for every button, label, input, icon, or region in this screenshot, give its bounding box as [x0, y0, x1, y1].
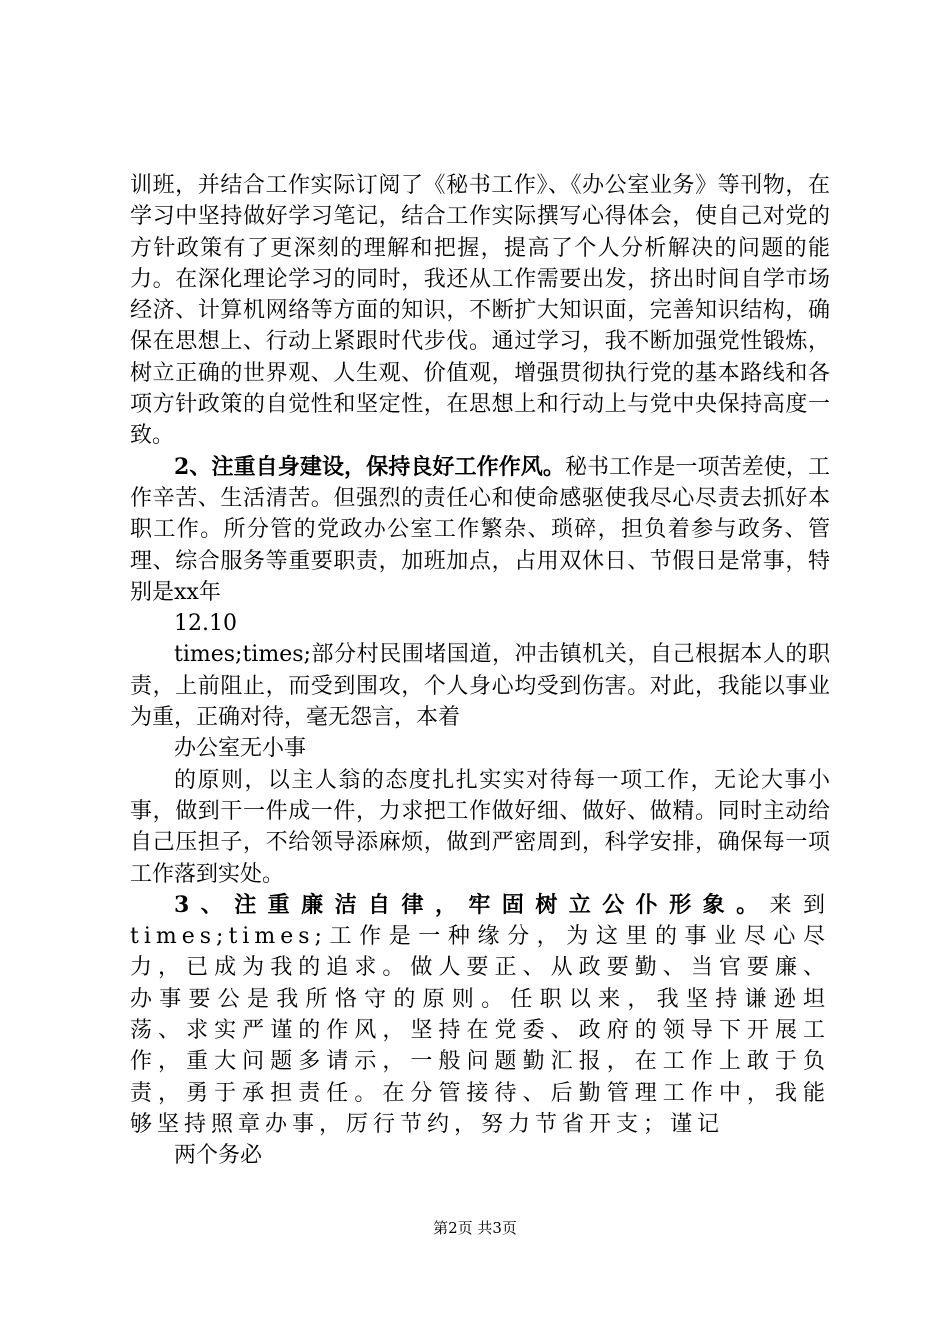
paragraph-final-fragment — [130, 1140, 830, 1171]
paragraph-incident — [130, 639, 830, 733]
paragraph-study — [130, 170, 830, 452]
paragraph-date-fragment — [130, 608, 830, 639]
paragraph-text: 秘书工作是一项苦差使，工作辛苦、生活清苦。但强烈的责任心和使命感驱使我尽心尽责去抓好本职工作。所分管的党政办公室工作繁杂、琐碎，担负着参与政务、管理、综合服务等重要职责，加班加点，占用双休日、节假日是常事，特别是xx年 — [130, 454, 830, 605]
page-number-label: 第2页 共3页 — [433, 1219, 517, 1237]
paragraph-text: times;times;部分村民围堵国道，冲击镇机关，自己根据本人的职责，上前阻止，而受到围攻，个人身心均受到伤害。对此，我能以事业为重，正确对待，毫无怨言，本着 — [130, 642, 830, 731]
section-heading-3: 3、注重廉洁自律，牢固树立公仆形象。 — [174, 891, 770, 918]
paragraph-text: 来到times;times;工作是一种缘分，为这里的事业尽心尽力，已成为我的追求。做人要正、从政要勤、当官要廉、办事要公是我所恪守的原则。任职以来，我坚持谦逊坦荡、求实严谨的作风，坚持在党委、政府的领导下开展工作，重大问题多请示，一般问题勤汇报，在工作上敢于负责，勇于承担责任。在分管接待、后勤管理工作中，我能够坚持照章办事，厉行节约，努力节省开支；谨记 — [130, 892, 830, 1137]
paragraph-text: 的原则，以主人翁的态度扎扎实实对待每一项工作，无论大事小事，做到干一件成一件，力求把工作做好细、做好、做精。同时主动给自己压担子，不给领导添麻烦，做到严密周到，科学安排，确保每一项工作落到实处。 — [130, 767, 830, 887]
paragraph-text: 12.10 — [174, 611, 237, 637]
page-footer — [0, 1218, 950, 1238]
document-body — [130, 170, 830, 1172]
paragraph-text: 训班，并结合工作实际订阅了《秘书工作》、《办公室业务》等刊物，在学习中坚持做好学习笔记，结合工作实际撰写心得体会，使自己对党的方针政策有了更深刻的理解和把握，提高了个人分析解决的问题的能力。在深化理论学习的同时，我还从工作需要出发，挤出时间自学市场经济、计算机网络等方面的知识，不断扩大知识面，完善知识结构，确保在思想上、行动上紧跟时代步伐。通过学习，我不断加强党性锻炼，树立正确的世界观、人生观、价值观，增强贯彻执行党的基本路线和各项方针政策的自觉性和坚定性，在思想上和行动上与党中央保持高度一致。 — [130, 173, 830, 449]
paragraph-principle — [130, 765, 830, 890]
paragraph-self-building — [130, 452, 830, 608]
paragraph-quote-fragment — [130, 733, 830, 764]
section-heading-2: 2、注重自身建设，保持良好工作作风。 — [174, 453, 565, 480]
paragraph-text: 两个务必 — [174, 1143, 263, 1169]
paragraph-integrity — [130, 890, 830, 1140]
paragraph-text: 办公室无小事 — [174, 736, 307, 762]
